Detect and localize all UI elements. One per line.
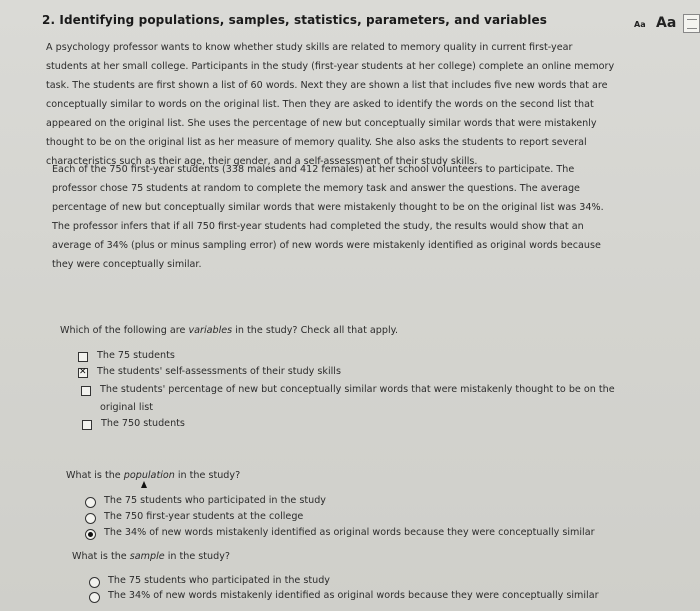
prompt-text: in the study?	[174, 470, 241, 481]
scenario-paragraph-2	[52, 160, 604, 274]
paragraph-line: task. The students are first shown a list of 60 words. Next they are shown a list that includes five new words that are	[46, 80, 608, 91]
prompt-emphasis: sample	[129, 551, 165, 562]
decrease-font-button[interactable]: Aa	[634, 20, 646, 29]
prompt-text: in the study? Check all that apply.	[232, 325, 399, 336]
option-label-line2: original list	[100, 402, 153, 413]
option-label: The 34% of new words mistakenly identified as original words because they were conceptually similar	[108, 590, 599, 601]
radio-34-percent-new-words[interactable]	[85, 529, 96, 540]
paragraph-line: Each of the 750 first-year students (338 males and 412 females) at her school volunteers to participate. The	[52, 164, 575, 175]
prompt-text: in the study?	[164, 551, 230, 562]
radio-sample-34-percent[interactable]	[89, 592, 100, 603]
option-label: The 34% of new words mistakenly identified as original words because they were conceptually similar	[104, 527, 595, 538]
prompt-text: What is the	[66, 470, 124, 481]
option-label: The 75 students who participated in the study	[108, 575, 330, 586]
option-label: The 75 students who participated in the study	[104, 495, 326, 506]
paragraph-line: characteristics such as their age, their gender, and a self-assessment of their study skills.	[46, 156, 478, 167]
radio-75-students-participated[interactable]	[85, 497, 96, 508]
radio-750-first-year-students[interactable]	[85, 513, 96, 524]
paragraph-line: appeared on the original list. She uses the percentage of new but conceptually similar words that were mistakenly	[46, 118, 597, 129]
radio-sample-75-students[interactable]	[89, 577, 100, 588]
mouse-cursor-icon	[141, 481, 147, 488]
question-population-prompt	[66, 470, 240, 481]
prompt-emphasis: population	[123, 470, 175, 481]
option-label: The students' self-assessments of their study skills	[97, 366, 341, 377]
option-label: The 75 students	[97, 350, 175, 361]
paragraph-line: thought to be on the original list as her measure of memory quality. She also asks the students to report several	[46, 137, 587, 148]
option-label: The 750 students	[101, 418, 185, 429]
paragraph-line: they were conceptually similar.	[52, 259, 202, 270]
option-label: The students' percentage of new but conceptually similar words that were mistakenly thought to be on the	[100, 384, 615, 395]
document-icon[interactable]	[683, 14, 700, 33]
scenario-paragraph-1	[46, 38, 614, 171]
paragraph-line: professor chose 75 students at random to complete the memory task and answer the questions. The average	[52, 183, 580, 194]
increase-font-button[interactable]: Aa	[656, 15, 677, 31]
checkbox-75-students[interactable]	[78, 352, 88, 362]
paragraph-line: average of 34% (plus or minus sampling error) of new words were mistakenly identified as original words because	[52, 240, 601, 251]
prompt-text: Which of the following are	[60, 325, 189, 336]
question-variables-prompt	[60, 325, 398, 336]
question-title: 2. Identifying populations, samples, statistics, parameters, and variables	[42, 13, 547, 27]
checkbox-self-assessments[interactable]	[78, 368, 88, 378]
prompt-text: What is the	[72, 551, 130, 562]
checkbox-750-students[interactable]	[82, 420, 92, 430]
prompt-emphasis: variables	[188, 325, 233, 336]
paragraph-line: The professor infers that if all 750 first-year students had completed the study, the results would show that an	[52, 221, 584, 232]
paragraph-line: percentage of new but conceptually similar words that were mistakenly thought to be on the original list was 34%.	[52, 202, 604, 213]
option-label: The 750 first-year students at the college	[104, 511, 304, 522]
paragraph-line: conceptually similar to words on the original list. Then they are asked to identify the words on the second list that	[46, 99, 594, 110]
paragraph-line: students at her small college. Participants in the study (first-year students at her college) complete an online memory	[46, 61, 615, 72]
paragraph-line: A psychology professor wants to know whether study skills are related to memory quality in current first-year	[46, 42, 573, 53]
question-sample-prompt	[72, 551, 230, 562]
checkbox-percentage-words[interactable]	[81, 386, 91, 396]
